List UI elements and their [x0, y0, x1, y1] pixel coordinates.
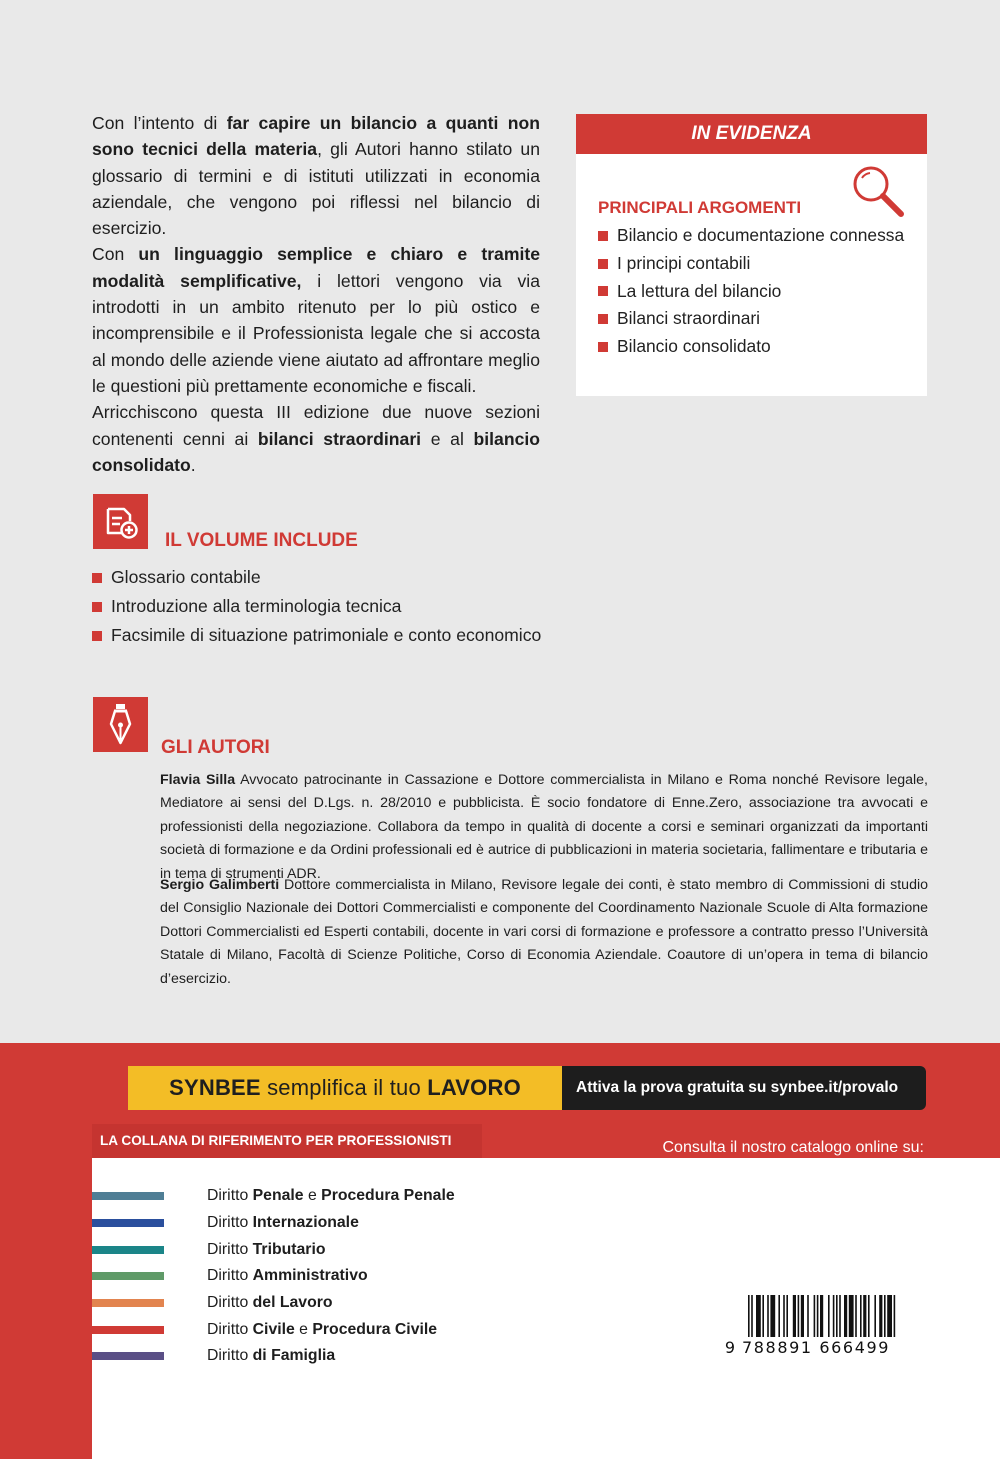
- bullet-square-icon: [598, 286, 608, 296]
- document-plus-icon: [93, 494, 148, 549]
- list-item: Bilanci straordinari: [598, 305, 904, 333]
- list-item: Diritto Tributario: [92, 1236, 455, 1263]
- list-item: La lettura del bilancio: [598, 278, 904, 306]
- list-item: Diritto Penale e Procedura Penale: [92, 1183, 455, 1210]
- intro-text: [92, 110, 545, 478]
- catalog-url-link[interactable]: www.maggiolieditore.it: [749, 1163, 924, 1180]
- volume-include-title: IL VOLUME INCLUDE: [165, 530, 358, 551]
- isbn: 978-88-916-6649-9: [778, 1264, 924, 1283]
- bullet-square-icon: [598, 231, 608, 241]
- synbee-trial-link[interactable]: Attiva la prova gratuita su synbee.it/provalo: [562, 1066, 926, 1110]
- color-bar: [92, 1192, 164, 1200]
- fountain-pen-icon: [93, 697, 148, 752]
- author-bio-sergio-galimberti: Sergio Galimberti Dottore commercialista in Milano, Revisore legale dei conti, è stato membro di Commissioni di studio del Consiglio Nazionale dei Dottori Commercialisti e componente del Coordinamento Nazionale Scuole di Alta formazione Dottori Commercialisti ed Esperti contabili, docente in vari corsi di formazione e professore a contratto presso l’Università Statale di Milano, Facoltà di Scienze Politiche, Corso di Economia Aziendale. Coautore di un’opera in tema di bilancio d’esercizio.: [160, 877, 928, 987]
- list-item: Introduzione alla terminologia tecnica: [92, 592, 541, 621]
- bullet-square-icon: [598, 314, 608, 324]
- list-item: Bilancio consolidato: [598, 333, 904, 361]
- list-item: Glossario contabile: [92, 563, 541, 592]
- barcode-digits: 9 788891 666499: [724, 1337, 891, 1357]
- list-item: Diritto di Famiglia: [92, 1343, 455, 1370]
- bullet-square-icon: [92, 602, 102, 612]
- catalog-info: [663, 1136, 925, 1184]
- bullet-square-icon: [92, 573, 102, 583]
- barcode: [718, 1289, 925, 1359]
- synbee-banner[interactable]: [128, 1066, 926, 1110]
- author-name: Flavia Silla: [160, 772, 236, 788]
- list-item: Diritto del Lavoro: [92, 1290, 455, 1317]
- in-evidenza-box: [576, 114, 927, 396]
- collana-title: LA COLLANA DI RIFERIMENTO PER PROFESSIONISTI: [92, 1124, 482, 1158]
- barcode-bars: [718, 1289, 925, 1339]
- list-item: I principi contabili: [598, 250, 904, 278]
- magnifier-icon: [848, 164, 908, 224]
- list-item: Facsimile di situazione patrimoniale e conto economico: [92, 621, 541, 650]
- collana-list: [92, 1183, 455, 1370]
- author-bio-flavia-silla: Flavia Silla Avvocato patrocinante in Cassazione e Dottore commercialista in Milano e Roma nonché Revisore legale, Mediatore ai sensi del D.Lgs. n. 28/2010 e pubblicista. È socio fondatore di Enne.Zero, associazione tra avvocati e professionisti della negoziazione. Collabora da tempo in qualità di docente a corsi e seminari organizzati da importanti società di formazione e da Ordini professionali ed è autrice di pubblicazioni in materia societaria, fallimentare e tributaria e in tema di strumenti ADR.: [160, 772, 928, 882]
- color-bar: [92, 1272, 164, 1280]
- list-item: Bilancio e documentazione connessa: [598, 222, 904, 250]
- list-item: Diritto Civile e Procedura Civile: [92, 1316, 455, 1343]
- color-bar: [92, 1299, 164, 1307]
- intro-paragraph-1: Con l’intento di far capire un bilancio a quanti non sono tecnici della materia, gli Autori hanno stilato un glossario di termini e di istituti utilizzati in economia aziendale, che vengono poi riflessi nel bilancio di esercizio.: [92, 113, 545, 239]
- in-evidenza-header: IN EVIDENZA: [576, 114, 927, 154]
- volume-include-list: [92, 563, 541, 650]
- bullet-square-icon: [598, 342, 608, 352]
- principali-argomenti-list: [598, 222, 904, 361]
- bullet-square-icon: [598, 259, 608, 269]
- principali-argomenti-title: PRINCIPALI ARGOMENTI: [598, 198, 802, 217]
- synbee-slogan: SYNBEE semplifica il tuo LAVORO: [128, 1066, 562, 1110]
- intro-paragraph-2: Con un linguaggio semplice e chiaro e tramite modalità semplificative, i lettori vengono via via introdotti in un ambito ritenuto per lo più ostico e incomprensibile e il Professionista legale che si accosta al mondo delle aziende viene aiutato ad affrontare meglio le questioni più prettamente economiche e fiscali.: [92, 244, 545, 396]
- color-bar: [92, 1246, 164, 1254]
- gli-autori-title: GLI AUTORI: [161, 737, 270, 758]
- color-bar: [92, 1326, 164, 1334]
- author-name: Sergio Galimberti: [160, 877, 280, 893]
- bullet-square-icon: [92, 631, 102, 641]
- color-bar: [92, 1352, 164, 1360]
- list-item: Diritto Internazionale: [92, 1210, 455, 1237]
- intro-paragraph-3: Arricchiscono questa III edizione due nuove sezioni contenenti cenni ai bilanci straordinari e al bilancio consolidato.: [92, 402, 545, 475]
- catalog-text: Consulta il nostro catalogo online su:: [662, 1139, 924, 1156]
- color-bar: [92, 1219, 164, 1227]
- price: € 28,00: [867, 1230, 924, 1249]
- list-item: Diritto Amministrativo: [92, 1263, 455, 1290]
